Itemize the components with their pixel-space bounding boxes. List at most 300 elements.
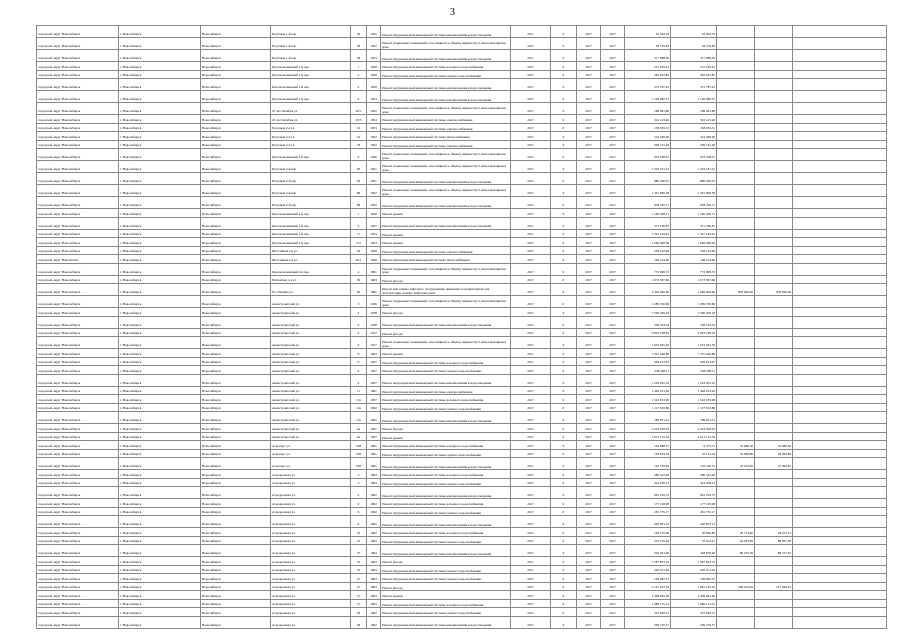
build-year-cell: 1962 — [367, 499, 381, 508]
planned-year-cell: 2017 — [511, 545, 551, 557]
city-cell: г. Новосибирск — [119, 599, 201, 608]
city-cell: г. Новосибирск — [119, 574, 201, 583]
count-cell: 0 — [551, 132, 577, 141]
budget-cost-cell — [717, 246, 755, 255]
end-year-cell: 2017 — [601, 565, 625, 574]
end-year-cell: 2017 — [601, 149, 625, 161]
city-cell: г. Новосибирск — [119, 70, 201, 79]
budget-cost-cell — [717, 328, 755, 337]
empty-cell — [793, 470, 887, 479]
start-year-cell: 2017 — [577, 557, 601, 566]
count-cell: 0 — [551, 337, 577, 349]
owner-cost-cell — [755, 161, 793, 173]
municipality-cell: городской округ Новосибирск — [37, 470, 119, 479]
empty-cell — [793, 499, 887, 508]
empty-cell — [793, 316, 887, 328]
street-cell: Краснознаменный 2-й пер. — [271, 263, 351, 275]
end-year-cell: 2017 — [601, 536, 625, 545]
owner-cost-cell — [755, 432, 793, 441]
count-cell: 0 — [551, 246, 577, 255]
owner-cost-cell — [755, 132, 793, 141]
municipality-cell: городской округ Новосибирск — [37, 149, 119, 161]
owner-cost-cell — [755, 470, 793, 479]
fund-cost-cell: 166 414,60 — [671, 255, 717, 264]
build-year-cell: 1921 — [367, 161, 381, 173]
start-year-cell: 2017 — [577, 62, 601, 71]
start-year-cell: 2017 — [577, 458, 601, 470]
locality-cell: Новосибирск — [201, 217, 271, 229]
table-row — [37, 386, 887, 395]
fund-cost-cell: 1 881 165,32 — [671, 582, 717, 591]
build-year-cell: 1917 — [367, 328, 381, 337]
municipality-cell: городской округ Новосибирск — [37, 599, 119, 608]
street-cell: Аэродромная ул. — [271, 478, 351, 487]
locality-cell: Новосибирск — [201, 263, 271, 275]
street-cell: Авиастроителей ул. — [271, 424, 351, 433]
municipality-cell: городской округ Новосибирск — [37, 582, 119, 591]
house-number-cell: 10 — [351, 536, 367, 545]
city-cell: г. Новосибирск — [119, 132, 201, 141]
work-type-cell: Ремонт внутридомовой инженерной системы холодного водоснабжения — [381, 62, 511, 71]
table-row — [37, 62, 887, 71]
table-row — [37, 185, 887, 197]
work-type-cell: Ремонт внутридомовой инженерной системы холодного водоснабжения — [381, 395, 511, 404]
house-number-cell: 9 — [351, 357, 367, 366]
municipality-cell: городской округ Новосибирск — [37, 50, 119, 62]
street-cell: Аэродромная ул. — [271, 516, 351, 528]
street-cell: Авиастроителей ул. — [271, 316, 351, 328]
planned-year-cell: 2017 — [511, 284, 551, 296]
city-cell: г. Новосибирск — [119, 140, 201, 149]
total-cost-cell: 166 414,60 — [625, 255, 671, 264]
city-cell: г. Новосибирск — [119, 316, 201, 328]
locality-cell: Новосибирск — [201, 229, 271, 238]
start-year-cell: 2017 — [577, 582, 601, 591]
budget-cost-cell — [717, 50, 755, 62]
budget-cost-cell — [717, 499, 755, 508]
owner-cost-cell — [755, 357, 793, 366]
planned-year-cell: 2017 — [511, 458, 551, 470]
house-number-cell: 1 — [351, 209, 367, 218]
municipality-cell: городской округ Новосибирск — [37, 574, 119, 583]
city-cell: г. Новосибирск — [119, 26, 201, 38]
house-number-cell: 9 — [351, 91, 367, 103]
total-cost-cell: 196 992,37 — [625, 574, 671, 583]
count-cell: 0 — [551, 591, 577, 600]
count-cell: 0 — [551, 528, 577, 537]
start-year-cell: 2017 — [577, 123, 601, 132]
start-year-cell: 2017 — [577, 412, 601, 424]
city-cell: г. Новосибирск — [119, 328, 201, 337]
build-year-cell: 1936 — [367, 296, 381, 308]
house-number-cell: 3 — [351, 478, 367, 487]
planned-year-cell: 2017 — [511, 209, 551, 218]
fund-cost-cell: 1 673 397,66 — [671, 275, 717, 284]
total-cost-cell: 144 888,37 — [625, 441, 671, 450]
work-type-cell: Ремонт внутридомовой инженерной системы канализования и водоотведения — [381, 516, 511, 528]
locality-cell: Новосибирск — [201, 458, 271, 470]
owner-cost-cell — [755, 616, 793, 628]
owner-cost-cell — [755, 403, 793, 412]
planned-year-cell: 2017 — [511, 38, 551, 50]
city-cell: г. Новосибирск — [119, 255, 201, 264]
start-year-cell: 2017 — [577, 395, 601, 404]
city-cell: г. Новосибирск — [119, 238, 201, 247]
city-cell: г. Новосибирск — [119, 173, 201, 185]
build-year-cell: 1958 — [367, 246, 381, 255]
start-year-cell: 2017 — [577, 50, 601, 62]
house-number-cell: 25 — [351, 565, 367, 574]
empty-cell — [793, 366, 887, 375]
total-cost-cell: 238 102,99 — [625, 246, 671, 255]
house-number-cell: 6 — [351, 499, 367, 508]
fund-cost-cell: 382 032,85 — [671, 70, 717, 79]
empty-cell — [793, 507, 887, 516]
planned-year-cell: 2017 — [511, 246, 551, 255]
fund-cost-cell: 257 029,41 — [671, 62, 717, 71]
city-cell: г. Новосибирск — [119, 516, 201, 528]
house-number-cell: 13а — [351, 412, 367, 424]
table-row — [37, 38, 887, 50]
build-year-cell: 1957 — [367, 366, 381, 375]
total-cost-cell: 420 853,13 — [625, 516, 671, 528]
table-row — [37, 366, 887, 375]
street-cell: Авиастроителей ул. — [271, 412, 351, 424]
empty-cell — [793, 308, 887, 317]
street-cell: Аэродромная ул. — [271, 599, 351, 608]
municipality-cell: городской округ Новосибирск — [37, 499, 119, 508]
end-year-cell: 2017 — [601, 337, 625, 349]
street-cell: 25 лет Октября ул. — [271, 115, 351, 124]
city-cell: г. Новосибирск — [119, 149, 201, 161]
planned-year-cell: 2017 — [511, 238, 551, 247]
total-cost-cell: 257 029,41 — [625, 62, 671, 71]
city-cell: г. Новосибирск — [119, 507, 201, 516]
municipality-cell: городской округ Новосибирск — [37, 38, 119, 50]
table-row — [37, 284, 887, 296]
owner-cost-cell: 277 848,22 — [755, 582, 793, 591]
table-row — [37, 238, 887, 247]
work-type-cell: Ремонт внутридомовой инженерной системы горячего водоснабжения — [381, 574, 511, 583]
count-cell: 0 — [551, 149, 577, 161]
planned-year-cell: 2017 — [511, 424, 551, 433]
total-cost-cell: 322 413,46 — [625, 115, 671, 124]
fund-cost-cell: 1 660 000,00 — [671, 284, 717, 296]
build-year-cell: 1952 — [367, 185, 381, 197]
empty-cell — [793, 26, 887, 38]
budget-cost-cell — [717, 386, 755, 395]
budget-cost-cell — [717, 123, 755, 132]
locality-cell: Новосибирск — [201, 316, 271, 328]
street-cell: Аэродромная ул. — [271, 557, 351, 566]
end-year-cell: 2017 — [601, 424, 625, 433]
start-year-cell: 2017 — [577, 229, 601, 238]
empty-cell — [793, 528, 887, 537]
street-cell: Портовая 2-й пер. — [271, 161, 351, 173]
municipality-cell: городской округ Новосибирск — [37, 197, 119, 209]
start-year-cell: 2017 — [577, 499, 601, 508]
locality-cell: Новосибирск — [201, 38, 271, 50]
budget-cost-cell — [717, 173, 755, 185]
work-type-cell: Ремонт фасада — [381, 275, 511, 284]
street-cell: Авиастроителей ул. — [271, 432, 351, 441]
end-year-cell: 2017 — [601, 591, 625, 600]
locality-cell: Новосибирск — [201, 403, 271, 412]
start-year-cell: 2017 — [577, 424, 601, 433]
street-cell: Портовая 2-я ул. — [271, 140, 351, 149]
municipality-cell: городской округ Новосибирск — [37, 536, 119, 545]
street-cell: Авиастроителей ул. — [271, 395, 351, 404]
city-cell: г. Новосибирск — [119, 386, 201, 395]
budget-cost-cell — [717, 599, 755, 608]
empty-cell — [793, 103, 887, 115]
empty-cell — [793, 79, 887, 91]
end-year-cell: 2017 — [601, 357, 625, 366]
city-cell: г. Новосибирск — [119, 608, 201, 617]
locality-cell: Новосибирск — [201, 209, 271, 218]
build-year-cell: 1981 — [367, 284, 381, 296]
street-cell: Аэродромная ул. — [271, 616, 351, 628]
municipality-cell: городской округ Новосибирск — [37, 337, 119, 349]
build-year-cell: 1964 — [367, 545, 381, 557]
house-number-cell: 6 — [351, 328, 367, 337]
fund-cost-cell: 7 590 209,18 — [671, 308, 717, 317]
start-year-cell: 2017 — [577, 528, 601, 537]
table-row — [37, 229, 887, 238]
end-year-cell: 2017 — [601, 229, 625, 238]
owner-cost-cell — [755, 412, 793, 424]
municipality-cell: городской округ Новосибирск — [37, 79, 119, 91]
total-cost-cell: 1 199 980,57 — [625, 91, 671, 103]
municipality-cell: городской округ Новосибирск — [37, 140, 119, 149]
empty-cell — [793, 608, 887, 617]
locality-cell: Новосибирск — [201, 132, 271, 141]
budget-cost-cell — [717, 395, 755, 404]
start-year-cell: 2017 — [577, 366, 601, 375]
start-year-cell: 2017 — [577, 70, 601, 79]
fund-cost-cell: 938 226,71 — [671, 197, 717, 209]
fund-cost-cell: 424 958,13 — [671, 478, 717, 487]
total-cost-cell: 220 351,62 — [625, 565, 671, 574]
owner-cost-cell — [755, 328, 793, 337]
total-cost-cell: 189 951,21 — [625, 412, 671, 424]
empty-cell — [793, 263, 887, 275]
table-row — [37, 70, 887, 79]
municipality-cell: городской округ Новосибирск — [37, 91, 119, 103]
total-cost-cell: 509 913,07 — [625, 357, 671, 366]
work-type-cell: Ремонт внутридомовой инженерной системы электроснабжения — [381, 123, 511, 132]
build-year-cell: 1952 — [367, 197, 381, 209]
planned-year-cell: 2017 — [511, 263, 551, 275]
count-cell: 0 — [551, 349, 577, 358]
fund-cost-cell: 1 587 823,72 — [671, 557, 717, 566]
total-cost-cell: 7 357 446,86 — [625, 349, 671, 358]
budget-cost-cell: 29 774,40 — [717, 528, 755, 537]
locality-cell: Новосибирск — [201, 591, 271, 600]
work-type-cell: Ремонт подвальных помещений, относящихся к общему имуществу в многоквартирном доме — [381, 337, 511, 349]
owner-cost-cell — [755, 296, 793, 308]
street-cell: Портовая 1-й пер. — [271, 38, 351, 50]
empty-cell — [793, 229, 887, 238]
start-year-cell: 2017 — [577, 470, 601, 479]
budget-cost-cell — [717, 132, 755, 141]
work-type-cell: Ремонт фасада — [381, 582, 511, 591]
owner-cost-cell — [755, 26, 793, 38]
end-year-cell: 2017 — [601, 79, 625, 91]
municipality-cell: городской округ Новосибирск — [37, 132, 119, 141]
start-year-cell: 2017 — [577, 197, 601, 209]
empty-cell — [793, 140, 887, 149]
planned-year-cell: 2017 — [511, 449, 551, 458]
empty-cell — [793, 599, 887, 608]
work-type-cell: Ремонт внутридомовой инженерной системы горячего водоснабжения — [381, 70, 511, 79]
owner-cost-cell: 35 688,30 — [755, 441, 793, 450]
table-row — [37, 608, 887, 617]
build-year-cell: 1962 — [367, 403, 381, 412]
count-cell: 0 — [551, 599, 577, 608]
owner-cost-cell — [755, 366, 793, 375]
owner-cost-cell — [755, 197, 793, 209]
budget-cost-cell — [717, 591, 755, 600]
planned-year-cell: 2017 — [511, 403, 551, 412]
house-number-cell: 28 — [351, 38, 367, 50]
build-year-cell: 1954 — [367, 91, 381, 103]
house-number-cell: 18 — [351, 140, 367, 149]
total-cost-cell: 280 322,46 — [625, 470, 671, 479]
planned-year-cell: 2017 — [511, 91, 551, 103]
street-cell: Портовая 2-й пер. — [271, 185, 351, 197]
fund-cost-cell: 1 633 945,56 — [671, 337, 717, 349]
count-cell: 0 — [551, 123, 577, 132]
start-year-cell: 2017 — [577, 487, 601, 499]
work-type-cell: Ремонт внутридомовой инженерной системы канализования и водоотведения — [381, 412, 511, 424]
build-year-cell: 1963 — [367, 557, 381, 566]
table-row — [37, 374, 887, 386]
start-year-cell: 2017 — [577, 403, 601, 412]
count-cell: 0 — [551, 161, 577, 173]
city-cell: г. Новосибирск — [119, 50, 201, 62]
fund-cost-cell: 238 102,99 — [671, 246, 717, 255]
street-cell: Портовая 2-я ул. — [271, 123, 351, 132]
municipality-cell: городской округ Новосибирск — [37, 516, 119, 528]
planned-year-cell: 2017 — [511, 79, 551, 91]
locality-cell: Новосибирск — [201, 516, 271, 528]
work-type-cell: Ремонт внутридомовой инженерной системы канализования и водоотведения — [381, 173, 511, 185]
street-cell: Краснознаменный 1-й пер. — [271, 91, 351, 103]
municipality-cell: городской округ Новосибирск — [37, 478, 119, 487]
build-year-cell: 1963 — [367, 349, 381, 358]
empty-cell — [793, 337, 887, 349]
fund-cost-cell: 103 220,51 — [671, 458, 717, 470]
planned-year-cell: 2017 — [511, 140, 551, 149]
fund-cost-cell: 317 988,56 — [671, 50, 717, 62]
table-row — [37, 441, 887, 450]
fund-cost-cell: 1 066 468,39 — [671, 238, 717, 247]
city-cell: г. Новосибирск — [119, 528, 201, 537]
empty-cell — [793, 357, 887, 366]
street-cell: Аэродромная ул. — [271, 582, 351, 591]
house-number-cell: 83 — [351, 161, 367, 173]
start-year-cell: 2017 — [577, 316, 601, 328]
house-number-cell: 27 — [351, 599, 367, 608]
total-cost-cell: 63 579,83 — [625, 38, 671, 50]
total-cost-cell: 372 787,43 — [625, 79, 671, 91]
fund-cost-cell: 661 259,75 — [671, 487, 717, 499]
city-cell: г. Новосибирск — [119, 217, 201, 229]
end-year-cell: 2017 — [601, 386, 625, 395]
street-cell: Авиастроителей ул. — [271, 349, 351, 358]
work-type-cell: Ремонт внутридомовой инженерной системы канализования и водоотведения — [381, 616, 511, 628]
work-type-cell: Ремонт внутридомовой инженерной системы горячего водоснабжения — [381, 507, 511, 516]
work-type-cell: Ремонт внутридомовой инженерной системы холодного водоснабжения — [381, 528, 511, 537]
locality-cell: Новосибирск — [201, 284, 271, 296]
locality-cell: Новосибирск — [201, 574, 271, 583]
total-cost-cell: 1 086 155,12 — [625, 599, 671, 608]
build-year-cell: 1964 — [367, 478, 381, 487]
planned-year-cell: 2017 — [511, 197, 551, 209]
table-row — [37, 412, 887, 424]
municipality-cell: городской округ Новосибирск — [37, 70, 119, 79]
street-cell: Аэродромная ул. — [271, 591, 351, 600]
street-cell: Краснознаменный 1-й пер. — [271, 62, 351, 71]
count-cell: 0 — [551, 412, 577, 424]
owner-cost-cell — [755, 50, 793, 62]
budget-cost-cell: 238 019,49 — [717, 582, 755, 591]
end-year-cell: 2017 — [601, 255, 625, 264]
municipality-cell: городской округ Новосибирск — [37, 62, 119, 71]
work-type-cell: Ремонт внутридомовой инженерной системы горячего водоснабжения — [381, 608, 511, 617]
city-cell: г. Новосибирск — [119, 123, 201, 132]
work-type-cell: Ремонт внутридомовой инженерной системы канализования и водоотведения — [381, 487, 511, 499]
street-cell: Аэродромная ул. — [271, 470, 351, 479]
city-cell: г. Новосибирск — [119, 296, 201, 308]
count-cell: 0 — [551, 91, 577, 103]
budget-cost-cell — [717, 229, 755, 238]
budget-cost-cell — [717, 316, 755, 328]
city-cell: г. Новосибирск — [119, 103, 201, 115]
total-cost-cell: 338 268,11 — [625, 366, 671, 375]
house-number-cell: 29 — [351, 616, 367, 628]
total-cost-cell: 1 160 508,71 — [625, 209, 671, 218]
house-number-cell: 6 — [351, 516, 367, 528]
end-year-cell: 2017 — [601, 545, 625, 557]
empty-cell — [793, 412, 887, 424]
build-year-cell: 1957 — [367, 395, 381, 404]
empty-cell — [793, 91, 887, 103]
budget-cost-cell — [717, 255, 755, 264]
locality-cell: Новосибирск — [201, 115, 271, 124]
empty-cell — [793, 441, 887, 450]
end-year-cell: 2017 — [601, 349, 625, 358]
end-year-cell: 2017 — [601, 140, 625, 149]
municipality-cell: городской округ Новосибирск — [37, 395, 119, 404]
work-type-cell: Ремонт подвальных помещений, относящихся к общему имуществу в многоквартирном доме — [381, 296, 511, 308]
start-year-cell: 2017 — [577, 26, 601, 38]
empty-cell — [793, 296, 887, 308]
owner-cost-cell — [755, 38, 793, 50]
municipality-cell: городской округ Новосибирск — [37, 374, 119, 386]
start-year-cell: 2017 — [577, 161, 601, 173]
owner-cost-cell — [755, 565, 793, 574]
count-cell: 0 — [551, 275, 577, 284]
street-cell: Портовая 1-й пер. — [271, 50, 351, 62]
fund-cost-cell: 1 160 508,71 — [671, 209, 717, 218]
build-year-cell: 1940 — [367, 149, 381, 161]
build-year-cell: 1963 — [367, 582, 381, 591]
table-row — [37, 424, 887, 433]
locality-cell: Новосибирск — [201, 386, 271, 395]
house-number-cell: 27 — [351, 574, 367, 583]
